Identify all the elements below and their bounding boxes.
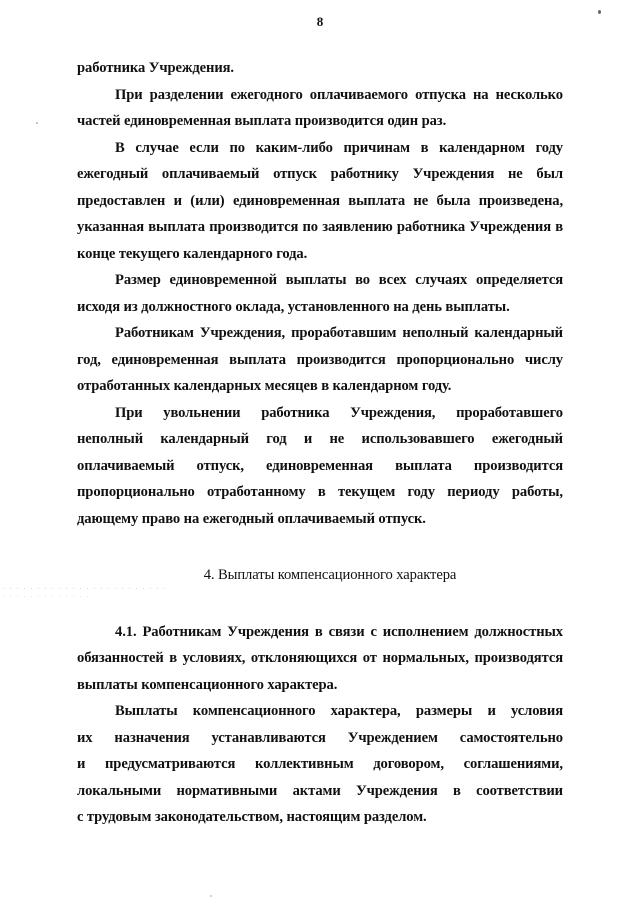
paragraph: При увольнении работника Учреждения, проработавшего неполный календарный год и не использовавшего ежегодный оплачиваемый отпуск, единовременная выплата производится пропорционально отработанному в текущем году периоду работы, дающему право на ежегодный оплачиваемый отпуск. [77,404,563,527]
paragraph-line: Выплаты компенсационного характера, размеры и условия [115,703,563,719]
document-body [77,55,563,831]
paragraph: В случае если по каким-либо причинам в календарном году ежегодный оплачиваемый отпуск работнику Учреждения не был предоставлен и (или) единовременная выплата не была произведена, указанная выплата производится по заявлению работника Учреждения в конце текущего календарного года. [77,139,563,262]
paragraph-line: и предусматриваются коллективным договором, соглашениями, [77,756,563,772]
paragraph: 4.1. Работникам Учреждения в связи с исполнением должностных обязанностей в условиях, отклоняющихся от нормальных, производятся выплаты компенсационного характера. [77,623,563,693]
scan-dotted-line [0,596,90,597]
paragraph: Размер единовременной выплаты во всех случаях определяется исходя из должностного оклада, установленного на день выплаты. [77,272,563,315]
paragraph-line: локальными нормативными актами Учреждения в соответствии [77,782,563,799]
scan-speck [598,10,601,14]
scan-speck [36,122,38,124]
scan-dotted-line [0,588,170,589]
paragraph [77,698,563,831]
paragraph: работника Учреждения. [77,60,234,76]
paragraph: При разделении ежегодного оплачиваемого отпуска на несколько частей единовременная выплата производится один раз. [77,86,563,129]
page-number: 8 [316,14,324,29]
section-heading: 4. Выплаты компенсационного характера [203,567,457,583]
paragraph: Работникам Учреждения, проработавшим неполный календарный год, единовременная выплата производится пропорционально числу отработанных календарных месяцев в календарном году. [77,325,563,394]
paragraph-line: их назначения устанавливаются Учреждением самостоятельно [77,729,563,746]
scan-speck [210,895,212,897]
paragraph-line: с трудовым законодательством, настоящим разделом. [77,809,427,825]
